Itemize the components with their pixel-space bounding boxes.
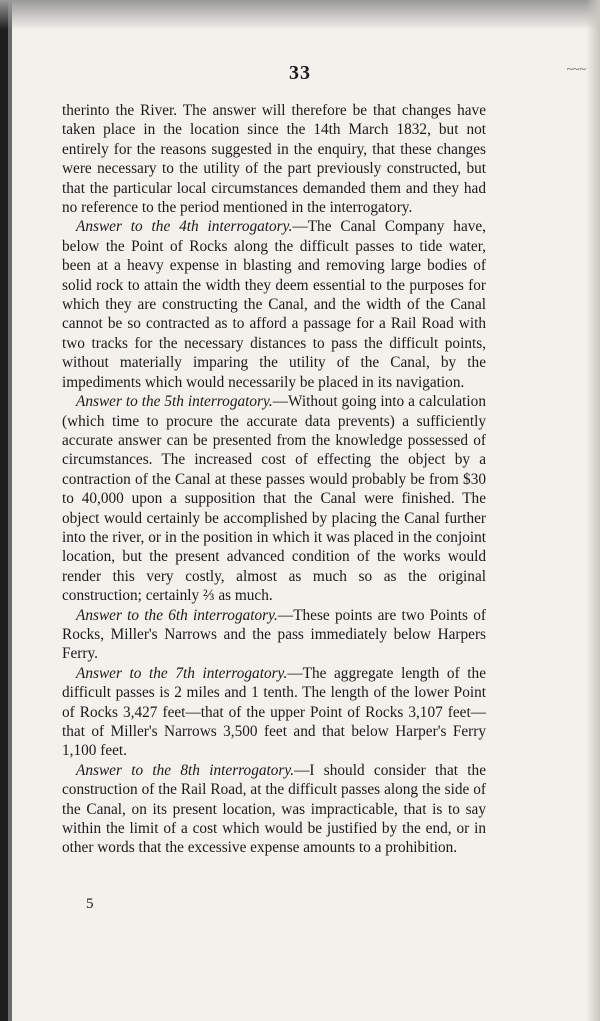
answer-label: Answer to the 7th interrogatory. — [76, 664, 288, 682]
paragraph-continuation — [62, 101, 486, 217]
signature-mark: 5 — [86, 896, 94, 912]
paragraph-text: —Without going into a calculation (which time to procure the accurate data prevents) a sufficiently accurate answer can be presented from the knowledge possessed of circumstances. The increased cost of effecting the object by a contraction of the Canal at these passes would probably be from $30 to 40,000 upon a supposition that the Canal were finished. The object would certainly be accomplished by placing the Canal further into the river, or in the position in which it was placed in the conjoint location, but the present advanced condition of the works would render this very costly, almost as much so as the original construction; certainly ⅔ as much. — [62, 393, 486, 605]
page-body — [62, 101, 486, 858]
paragraph-answer-6 — [62, 606, 486, 664]
paragraph-answer-7 — [62, 664, 486, 761]
answer-label: Answer to the 6th interrogatory. — [76, 606, 278, 624]
paragraph-answer-5 — [62, 392, 486, 605]
scan-right-edge — [586, 0, 600, 1021]
corner-mark: ~~~ — [566, 62, 586, 76]
answer-label: Answer to the 5th interrogatory. — [76, 393, 273, 411]
answer-label: Answer to the 8th interrogatory. — [76, 761, 295, 779]
binding-edge-shadow — [8, 0, 12, 1021]
scan-top-shadow — [0, 0, 600, 30]
paragraph-text: —I should consider that the construction of the Rail Road, at the difficult passes along the side of the Canal, on its present location, was impracticable, that is to say within the limit of a cost which would be justified by the end, or in other words that the excessive expense amounts to a prohibition. — [62, 761, 486, 857]
paragraph-text: —The Canal Company have, below the Point of Rocks along the difficult passes to tide water, been at a heavy expense in blasting and removing large bodies of solid rock to attain the width they deem essential to the purposes for which they are constructing the Canal, and the width of the Canal cannot be so contracted as to afford a passage for a Rail Road with two tracks for the necessary distances to pass the difficult points, without materially imparing the utility of the Canal, by the impediments which would necessarily be placed in its navigation. — [62, 218, 486, 391]
paragraph-text: therinto the River. The answer will therefore be that changes have taken place in the location since the 14th March 1832, but not entirely for the reasons suggested in the enquiry, that these changes were necessary to the utility of the part previously constructed, but that the particular local circumstances demanded them and they had no reference to the period mentioned in the interrogatory. — [62, 102, 486, 217]
paragraph-text: —The aggregate length of the difficult passes is 2 miles and 1 tenth. The length of the lower Point of Rocks 3,427 feet—that of the upper Point of Rocks 3,107 feet—that of Miller's Narrows 3,500 feet and that below Harper's Ferry 1,100 feet. — [62, 664, 486, 760]
answer-label: Answer to the 4th interrogatory. — [76, 218, 293, 236]
paragraph-answer-4 — [62, 217, 486, 392]
paragraph-answer-8 — [62, 761, 486, 858]
binding-edge-dark — [0, 0, 8, 1021]
paragraph-text: —These points are two Points of Rocks, Miller's Narrows and the pass immediately below Harpers Ferry. — [62, 606, 486, 663]
page-number: 33 — [289, 62, 311, 84]
